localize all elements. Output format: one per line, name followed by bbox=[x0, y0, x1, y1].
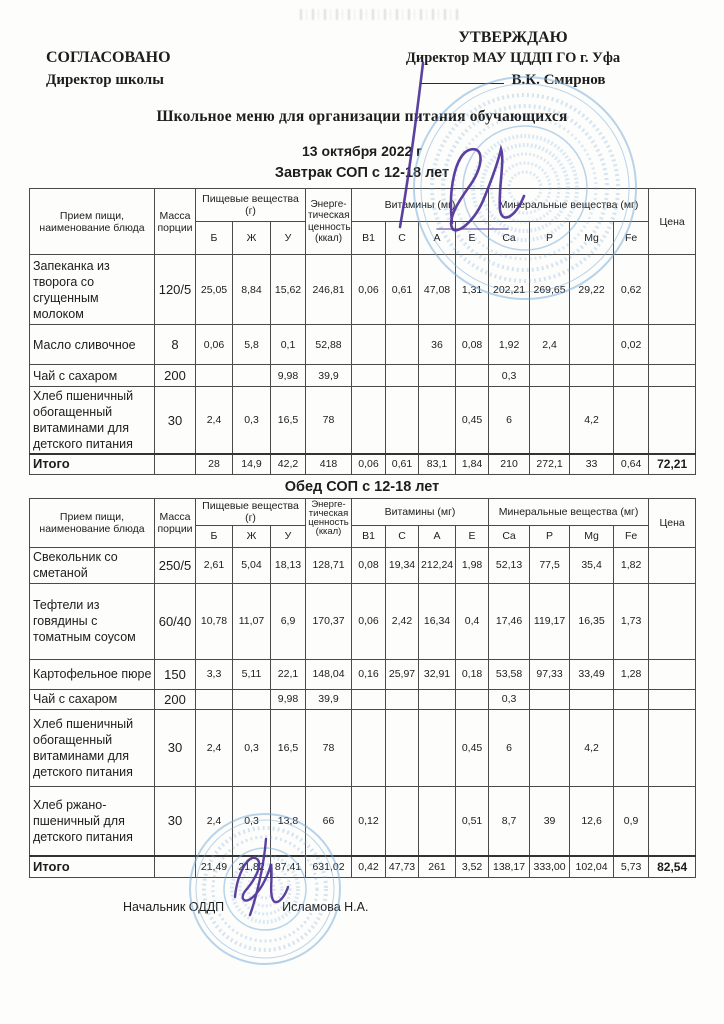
value-cell: 21,49 bbox=[196, 856, 233, 877]
approved-line1: УТВЕРЖДАЮ bbox=[458, 29, 568, 46]
value-cell bbox=[233, 365, 271, 387]
value-cell: 138,17 bbox=[489, 856, 530, 877]
value-cell: 97,33 bbox=[530, 659, 570, 689]
value-cell: 8,7 bbox=[489, 786, 530, 856]
footer-name: Исламова Н.А. bbox=[282, 899, 369, 914]
value-cell bbox=[196, 365, 233, 387]
value-cell: 8 bbox=[155, 325, 196, 365]
value-cell: 72,21 bbox=[649, 454, 696, 474]
column-header: Fe bbox=[614, 222, 649, 255]
value-cell: 5,04 bbox=[233, 547, 271, 583]
value-cell bbox=[352, 709, 386, 786]
column-header: Mg bbox=[570, 222, 614, 255]
column-header: Прием пищи, наименование блюда bbox=[30, 498, 155, 547]
column-header: Витамины (мг) bbox=[352, 189, 489, 222]
value-cell: 0,3 bbox=[233, 786, 271, 856]
value-cell: 39,9 bbox=[306, 365, 352, 387]
value-cell: 0,42 bbox=[352, 856, 386, 877]
column-header: У bbox=[271, 222, 306, 255]
value-cell: 1,84 bbox=[456, 454, 489, 474]
lunch-title: Обед СОП с 12-18 лет bbox=[284, 478, 440, 495]
value-cell: 13,8 bbox=[271, 786, 306, 856]
value-cell bbox=[352, 365, 386, 387]
agreed-line2: Директор школы bbox=[46, 72, 164, 88]
value-cell: 272,1 bbox=[530, 454, 570, 474]
value-cell bbox=[649, 786, 696, 856]
value-cell bbox=[419, 786, 456, 856]
value-cell: 0,61 bbox=[386, 255, 419, 325]
total-row bbox=[30, 454, 696, 474]
value-cell: 0,08 bbox=[352, 547, 386, 583]
value-cell: 631,02 bbox=[306, 856, 352, 877]
value-cell: 4,2 bbox=[570, 387, 614, 455]
value-cell: 78 bbox=[306, 709, 352, 786]
column-header: Б bbox=[196, 222, 233, 255]
value-cell: 87,41 bbox=[271, 856, 306, 877]
table-row bbox=[30, 709, 696, 786]
dish-name-cell: Чай с сахаром bbox=[30, 689, 155, 709]
value-cell: 5,11 bbox=[233, 659, 271, 689]
value-cell bbox=[614, 387, 649, 455]
value-cell: 17,46 bbox=[489, 583, 530, 659]
table-row bbox=[30, 786, 696, 856]
value-cell: 1,28 bbox=[614, 659, 649, 689]
column-header: Fe bbox=[614, 525, 649, 547]
value-cell: 5,73 bbox=[614, 856, 649, 877]
value-cell: 200 bbox=[155, 689, 196, 709]
approved-signature-row bbox=[366, 70, 660, 91]
value-cell: 210 bbox=[489, 454, 530, 474]
value-cell bbox=[649, 689, 696, 709]
value-cell: 4,2 bbox=[570, 709, 614, 786]
value-cell: 0,18 bbox=[456, 659, 489, 689]
value-cell: 52,13 bbox=[489, 547, 530, 583]
column-header: Прием пищи, наименование блюда bbox=[30, 189, 155, 255]
value-cell: 36 bbox=[419, 325, 456, 365]
value-cell: 53,58 bbox=[489, 659, 530, 689]
value-cell: 102,04 bbox=[570, 856, 614, 877]
value-cell: 1,98 bbox=[456, 547, 489, 583]
value-cell: 22,1 bbox=[271, 659, 306, 689]
value-cell: 3,52 bbox=[456, 856, 489, 877]
value-cell: 66 bbox=[306, 786, 352, 856]
value-cell: 19,34 bbox=[386, 547, 419, 583]
value-cell: 83,1 bbox=[419, 454, 456, 474]
value-cell: 29,22 bbox=[570, 255, 614, 325]
value-cell: 25,05 bbox=[196, 255, 233, 325]
value-cell bbox=[570, 325, 614, 365]
column-header: Цена bbox=[649, 498, 696, 547]
value-cell bbox=[530, 689, 570, 709]
value-cell: 16,35 bbox=[570, 583, 614, 659]
value-cell: 0,4 bbox=[456, 583, 489, 659]
value-cell: 200 bbox=[155, 365, 196, 387]
value-cell bbox=[419, 709, 456, 786]
value-cell: 82,54 bbox=[649, 856, 696, 877]
value-cell: 33,49 bbox=[570, 659, 614, 689]
table-row bbox=[30, 387, 696, 455]
table-row bbox=[30, 689, 696, 709]
value-cell: 0,02 bbox=[614, 325, 649, 365]
lunch-table bbox=[29, 498, 696, 878]
column-header: Масса порции bbox=[155, 498, 196, 547]
value-cell: 0,08 bbox=[456, 325, 489, 365]
value-cell: 148,04 bbox=[306, 659, 352, 689]
document-title: Школьное меню для организации питания обучающихся bbox=[156, 108, 568, 125]
value-cell: 0,3 bbox=[233, 709, 271, 786]
dish-name-cell: Итого bbox=[30, 454, 155, 474]
approved-block bbox=[366, 27, 660, 91]
value-cell: 333,00 bbox=[530, 856, 570, 877]
column-header: P bbox=[530, 222, 570, 255]
signature-line bbox=[420, 70, 504, 84]
value-cell: 246,81 bbox=[306, 255, 352, 325]
column-header: Витамины (мг) bbox=[352, 498, 489, 525]
value-cell: 28 bbox=[196, 454, 233, 474]
value-cell bbox=[386, 709, 419, 786]
value-cell: 2,4 bbox=[530, 325, 570, 365]
value-cell: 8,84 bbox=[233, 255, 271, 325]
value-cell: 77,5 bbox=[530, 547, 570, 583]
value-cell bbox=[614, 365, 649, 387]
dish-name-cell: Запеканка из творога со сгущенным молоком bbox=[30, 255, 155, 325]
value-cell bbox=[386, 786, 419, 856]
approved-name: В.К. Смирнов bbox=[511, 72, 606, 88]
value-cell: 33 bbox=[570, 454, 614, 474]
value-cell: 0,3 bbox=[489, 365, 530, 387]
value-cell bbox=[649, 325, 696, 365]
value-cell bbox=[352, 689, 386, 709]
value-cell: 0,62 bbox=[614, 255, 649, 325]
value-cell: 212,24 bbox=[419, 547, 456, 583]
dish-name-cell: Хлеб пшеничный обогащенный витаминами для детского питания bbox=[30, 387, 155, 455]
value-cell: 0,06 bbox=[352, 454, 386, 474]
value-cell bbox=[614, 689, 649, 709]
value-cell bbox=[614, 709, 649, 786]
value-cell: 1,92 bbox=[489, 325, 530, 365]
value-cell bbox=[530, 387, 570, 455]
value-cell: 42,2 bbox=[271, 454, 306, 474]
value-cell bbox=[419, 689, 456, 709]
column-header: Цена bbox=[649, 189, 696, 255]
dish-name-cell: Чай с сахаром bbox=[30, 365, 155, 387]
value-cell: 261 bbox=[419, 856, 456, 877]
value-cell: 52,88 bbox=[306, 325, 352, 365]
column-header: Пищевые вещества (г) bbox=[196, 189, 306, 222]
value-cell: 3,3 bbox=[196, 659, 233, 689]
value-cell: 60/40 bbox=[155, 583, 196, 659]
column-header: E bbox=[456, 525, 489, 547]
value-cell: 78 bbox=[306, 387, 352, 455]
value-cell: 16,34 bbox=[419, 583, 456, 659]
value-cell: 0,3 bbox=[233, 387, 271, 455]
agreed-line1: СОГЛАСОВАНО bbox=[46, 49, 171, 66]
value-cell bbox=[649, 365, 696, 387]
value-cell bbox=[530, 709, 570, 786]
value-cell bbox=[386, 325, 419, 365]
value-cell: 0,51 bbox=[456, 786, 489, 856]
value-cell: 0,45 bbox=[456, 387, 489, 455]
value-cell: 2,4 bbox=[196, 786, 233, 856]
value-cell bbox=[419, 365, 456, 387]
value-cell: 2,42 bbox=[386, 583, 419, 659]
value-cell: 25,97 bbox=[386, 659, 419, 689]
value-cell: 0,06 bbox=[352, 583, 386, 659]
column-header: Б bbox=[196, 525, 233, 547]
column-header: B1 bbox=[352, 222, 386, 255]
value-cell: 170,37 bbox=[306, 583, 352, 659]
column-header: У bbox=[271, 525, 306, 547]
dish-name-cell: Хлеб ржано-пшеничный для детского питания bbox=[30, 786, 155, 856]
value-cell: 30 bbox=[155, 786, 196, 856]
value-cell bbox=[649, 583, 696, 659]
column-header: C bbox=[386, 222, 419, 255]
value-cell bbox=[233, 689, 271, 709]
total-row bbox=[30, 856, 696, 877]
table-row bbox=[30, 255, 696, 325]
dish-name-cell: Тефтели из говядины с томатным соусом bbox=[30, 583, 155, 659]
column-header: B1 bbox=[352, 525, 386, 547]
value-cell bbox=[196, 689, 233, 709]
value-cell: 1,31 bbox=[456, 255, 489, 325]
value-cell bbox=[386, 689, 419, 709]
value-cell bbox=[530, 365, 570, 387]
value-cell: 16,5 bbox=[271, 387, 306, 455]
value-cell: 418 bbox=[306, 454, 352, 474]
value-cell: 15,62 bbox=[271, 255, 306, 325]
value-cell: 269,65 bbox=[530, 255, 570, 325]
column-header: Ж bbox=[233, 525, 271, 547]
value-cell: 30 bbox=[155, 709, 196, 786]
value-cell bbox=[386, 387, 419, 455]
value-cell: 250/5 bbox=[155, 547, 196, 583]
dish-name-cell: Свекольник со сметаной bbox=[30, 547, 155, 583]
column-header: Масса порции bbox=[155, 189, 196, 255]
value-cell: 47,08 bbox=[419, 255, 456, 325]
column-header: C bbox=[386, 525, 419, 547]
value-cell: 1,82 bbox=[614, 547, 649, 583]
value-cell: 32,91 bbox=[419, 659, 456, 689]
value-cell: 10,78 bbox=[196, 583, 233, 659]
value-cell bbox=[570, 689, 614, 709]
table-row bbox=[30, 583, 696, 659]
value-cell: 0,06 bbox=[352, 255, 386, 325]
value-cell: 0,12 bbox=[352, 786, 386, 856]
value-cell: 0,9 bbox=[614, 786, 649, 856]
table-row bbox=[30, 365, 696, 387]
value-cell: 6,9 bbox=[271, 583, 306, 659]
value-cell bbox=[419, 387, 456, 455]
table-row bbox=[30, 659, 696, 689]
value-cell bbox=[649, 547, 696, 583]
table-row bbox=[30, 325, 696, 365]
value-cell: 47,73 bbox=[386, 856, 419, 877]
value-cell: 0,16 bbox=[352, 659, 386, 689]
document-date: 13 октября 2022 г bbox=[302, 143, 422, 159]
value-cell bbox=[570, 365, 614, 387]
value-cell: 35,4 bbox=[570, 547, 614, 583]
column-header: Энерге-тическая ценность (ккал) bbox=[306, 189, 352, 255]
column-header: Энерге-тическая ценность (ккал) bbox=[306, 498, 352, 547]
table-row bbox=[30, 547, 696, 583]
value-cell: 39 bbox=[530, 786, 570, 856]
column-header: A bbox=[419, 222, 456, 255]
value-cell bbox=[155, 856, 196, 877]
value-cell bbox=[155, 454, 196, 474]
value-cell bbox=[649, 659, 696, 689]
value-cell: 0,45 bbox=[456, 709, 489, 786]
dish-name-cell: Итого bbox=[30, 856, 155, 877]
value-cell bbox=[456, 689, 489, 709]
value-cell bbox=[352, 325, 386, 365]
dish-name-cell: Картофельное пюре bbox=[30, 659, 155, 689]
column-header: A bbox=[419, 525, 456, 547]
scan-artifact bbox=[300, 9, 460, 20]
dish-name-cell: Хлеб пшеничный обогащенный витаминами для детского питания bbox=[30, 709, 155, 786]
value-cell: 0,64 bbox=[614, 454, 649, 474]
value-cell bbox=[649, 709, 696, 786]
value-cell bbox=[352, 387, 386, 455]
column-header: Минеральные вещества (мг) bbox=[489, 498, 649, 525]
column-header: Минеральные вещества (мг) bbox=[489, 189, 649, 222]
value-cell: 1,73 bbox=[614, 583, 649, 659]
value-cell: 0,61 bbox=[386, 454, 419, 474]
value-cell: 21,82 bbox=[233, 856, 271, 877]
value-cell: 16,5 bbox=[271, 709, 306, 786]
value-cell: 150 bbox=[155, 659, 196, 689]
value-cell bbox=[386, 365, 419, 387]
value-cell: 2,4 bbox=[196, 387, 233, 455]
column-header: P bbox=[530, 525, 570, 547]
approved-line2: Директор МАУ ЦДДП ГО г. Уфа bbox=[405, 50, 621, 66]
dish-name-cell: Масло сливочное bbox=[30, 325, 155, 365]
value-cell: 12,6 bbox=[570, 786, 614, 856]
footer bbox=[123, 900, 724, 914]
value-cell: 14,9 bbox=[233, 454, 271, 474]
value-cell: 11,07 bbox=[233, 583, 271, 659]
value-cell: 0,1 bbox=[271, 325, 306, 365]
value-cell: 39,9 bbox=[306, 689, 352, 709]
column-header: Пищевые вещества (г) bbox=[196, 498, 306, 525]
value-cell bbox=[456, 365, 489, 387]
value-cell: 5,8 bbox=[233, 325, 271, 365]
value-cell: 128,71 bbox=[306, 547, 352, 583]
value-cell: 0,06 bbox=[196, 325, 233, 365]
column-header: Ca bbox=[489, 222, 530, 255]
breakfast-title: Завтрак СОП с 12-18 лет bbox=[274, 165, 450, 181]
value-cell: 120/5 bbox=[155, 255, 196, 325]
column-header: E bbox=[456, 222, 489, 255]
value-cell: 6 bbox=[489, 709, 530, 786]
column-header: Ж bbox=[233, 222, 271, 255]
value-cell: 9,98 bbox=[271, 689, 306, 709]
value-cell bbox=[649, 387, 696, 455]
agreed-block bbox=[46, 47, 171, 91]
footer-position: Начальник ОДДП bbox=[123, 899, 225, 914]
value-cell: 18,13 bbox=[271, 547, 306, 583]
value-cell: 9,98 bbox=[271, 365, 306, 387]
column-header: Mg bbox=[570, 525, 614, 547]
value-cell: 2,4 bbox=[196, 709, 233, 786]
value-cell: 119,17 bbox=[530, 583, 570, 659]
value-cell: 6 bbox=[489, 387, 530, 455]
value-cell: 202,21 bbox=[489, 255, 530, 325]
value-cell: 2,61 bbox=[196, 547, 233, 583]
value-cell bbox=[649, 255, 696, 325]
column-header: Ca bbox=[489, 525, 530, 547]
value-cell: 30 bbox=[155, 387, 196, 455]
value-cell: 0,3 bbox=[489, 689, 530, 709]
breakfast-table bbox=[29, 188, 696, 475]
